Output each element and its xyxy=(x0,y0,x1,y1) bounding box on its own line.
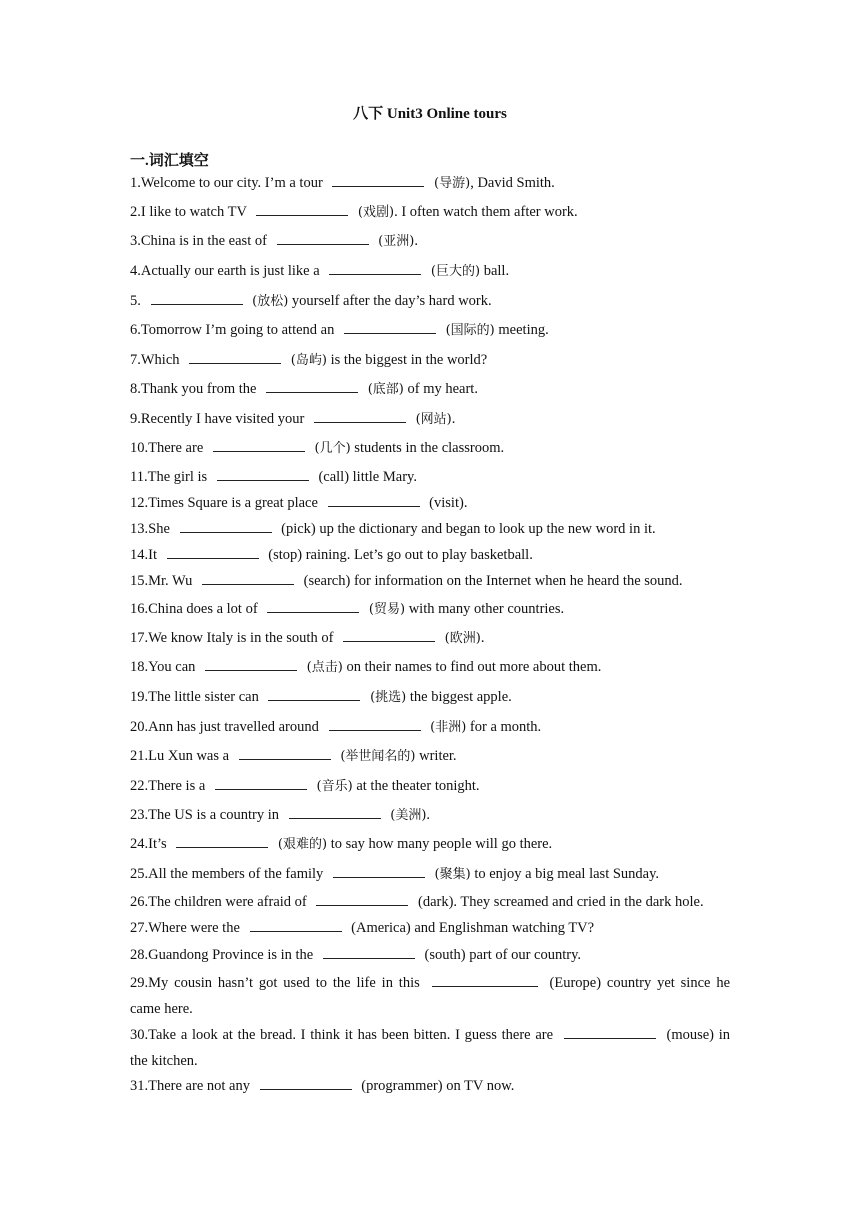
hint-text: (导游) xyxy=(434,176,471,191)
question-continuation: . xyxy=(451,411,456,427)
question-item xyxy=(130,944,730,966)
hint-text: (底部) xyxy=(367,382,404,397)
question-item xyxy=(130,686,730,709)
answer-blank[interactable] xyxy=(277,232,369,245)
question-continuation: in the kitchen. xyxy=(130,1027,731,1069)
question-item xyxy=(130,917,730,939)
answer-blank[interactable] xyxy=(267,600,359,613)
question-continuation: yourself after the day’s hard work. xyxy=(288,293,492,309)
answer-blank[interactable] xyxy=(266,380,358,393)
answer-blank[interactable] xyxy=(564,1026,656,1039)
hint-text: (亚洲) xyxy=(378,234,415,249)
answer-blank[interactable] xyxy=(239,747,331,760)
answer-blank[interactable] xyxy=(189,351,281,364)
hint-text: (聚集) xyxy=(434,867,471,882)
question-item xyxy=(130,230,730,253)
question-item xyxy=(130,891,730,913)
question-item xyxy=(130,492,730,514)
hint-text: (pick) xyxy=(281,521,316,537)
question-text: 16.China does a lot of xyxy=(130,601,258,617)
section-heading: 一.词汇填空 xyxy=(130,153,209,169)
question-item xyxy=(130,201,730,224)
answer-blank[interactable] xyxy=(256,203,348,216)
question-item xyxy=(130,863,730,886)
question-text: 5. xyxy=(130,293,141,309)
question-continuation: part of our country. xyxy=(465,947,582,963)
answer-blank[interactable] xyxy=(316,893,408,906)
question-text: 8.Thank you from the xyxy=(130,381,257,397)
hint-text: (国际的) xyxy=(445,323,495,338)
hint-text: (放松) xyxy=(252,294,289,309)
answer-blank[interactable] xyxy=(215,777,307,790)
question-item xyxy=(130,408,730,431)
question-continuation: for a month. xyxy=(466,719,542,735)
hint-text: (点击) xyxy=(306,660,343,675)
question-text: 4.Actually our earth is just like a xyxy=(130,263,320,279)
question-continuation: to say how many people will go there. xyxy=(327,836,553,852)
question-text: 14.It xyxy=(130,547,157,563)
hint-text: (几个) xyxy=(314,441,351,456)
question-item xyxy=(130,437,730,460)
question-text: 20.Ann has just travelled around xyxy=(130,719,319,735)
hint-text: (音乐) xyxy=(316,779,353,794)
question-text: 27.Where were the xyxy=(130,920,240,936)
answer-blank[interactable] xyxy=(432,974,538,987)
answer-blank[interactable] xyxy=(323,946,415,959)
hint-text: (戏剧) xyxy=(357,205,395,220)
answer-blank[interactable] xyxy=(329,718,421,731)
hint-text: (挑选) xyxy=(370,690,407,705)
hint-text: (dark) xyxy=(417,894,454,910)
question-item xyxy=(130,570,730,592)
question-continuation: with many other countries. xyxy=(405,601,565,617)
answer-blank[interactable] xyxy=(268,688,360,701)
question-text: 7.Which xyxy=(130,352,180,368)
question-item xyxy=(130,544,730,566)
question-text: 9.Recently I have visited your xyxy=(130,411,305,427)
question-text: 30.Take a look at the bread. I think it has been bitten. I guess there are xyxy=(130,1027,554,1043)
question-continuation: students in the classroom. xyxy=(350,440,505,456)
question-item xyxy=(130,319,730,342)
answer-blank[interactable] xyxy=(217,468,309,481)
hint-text: (search) xyxy=(303,573,351,589)
question-continuation: on their names to find out more about them. xyxy=(342,659,602,675)
question-continuation: of my heart. xyxy=(403,381,478,397)
question-text: 31.There are not any xyxy=(130,1078,250,1094)
question-text: 11.The girl is xyxy=(130,469,208,485)
hint-text: (stop) xyxy=(268,547,303,563)
question-text: 18.You can xyxy=(130,659,196,675)
hint-text: (America) xyxy=(351,920,411,936)
question-item xyxy=(130,466,730,488)
question-continuation: ball. xyxy=(480,263,510,279)
question-continuation: little Mary. xyxy=(349,469,417,485)
question-text: 22.There is a xyxy=(130,778,206,794)
question-item xyxy=(130,290,730,313)
question-continuation: to enjoy a big meal last Sunday. xyxy=(470,866,660,882)
question-continuation: . xyxy=(480,630,485,646)
hint-text: (call) xyxy=(318,469,350,485)
question-text: 29.My cousin hasn’t got used to the life in this xyxy=(130,975,420,991)
answer-blank[interactable] xyxy=(205,658,297,671)
question-item xyxy=(130,745,730,768)
question-continuation: for information on the Internet when he heard the sound. xyxy=(350,573,683,589)
hint-text: (Europe) xyxy=(549,975,602,991)
hint-text: (巨大的) xyxy=(430,264,481,279)
question-item xyxy=(130,833,730,856)
hint-text: (举世闻名的) xyxy=(340,749,416,764)
question-text: 23.The US is a country in xyxy=(130,807,280,823)
answer-blank[interactable] xyxy=(344,321,436,334)
hint-text: (mouse) xyxy=(666,1027,714,1043)
question-item xyxy=(130,598,730,621)
question-item xyxy=(130,260,730,283)
answer-blank[interactable] xyxy=(329,262,421,275)
answer-blank[interactable] xyxy=(343,629,435,642)
answer-blank[interactable] xyxy=(151,292,243,305)
answer-blank[interactable] xyxy=(250,919,342,932)
question-item xyxy=(130,970,730,1022)
hint-text: (网站) xyxy=(415,412,452,427)
hint-text: (programmer) xyxy=(361,1078,443,1094)
answer-blank[interactable] xyxy=(180,520,272,533)
hint-text: (岛屿) xyxy=(290,353,327,368)
answer-blank[interactable] xyxy=(213,439,305,452)
hint-text: (艰难的) xyxy=(277,837,328,852)
hint-text: (贸易) xyxy=(368,602,406,617)
question-item xyxy=(130,518,730,540)
question-item xyxy=(130,716,730,739)
question-continuation: raining. Let’s go out to play basketball. xyxy=(302,547,533,563)
answer-blank[interactable] xyxy=(176,835,268,848)
question-text: 1.Welcome to our city. I’m a tour xyxy=(130,175,323,191)
question-text: 19.The little sister can xyxy=(130,689,259,705)
question-text: 21.Lu Xun was a xyxy=(130,748,230,764)
question-text: 3.China is in the east of xyxy=(130,233,267,249)
hint-text: (欧洲) xyxy=(444,631,481,646)
question-continuation: meeting. xyxy=(494,322,549,338)
question-continuation: at the theater tonight. xyxy=(352,778,480,794)
question-continuation: . xyxy=(414,233,418,249)
question-text: 28.Guandong Province is in the xyxy=(130,947,314,963)
question-item xyxy=(130,775,730,798)
page-title: 八下 Unit3 Online tours xyxy=(353,106,507,122)
answer-blank[interactable] xyxy=(328,494,420,507)
question-continuation: the biggest apple. xyxy=(406,689,512,705)
question-text: 26.The children were afraid of xyxy=(130,894,307,910)
answer-blank[interactable] xyxy=(333,865,425,878)
question-item xyxy=(130,378,730,401)
question-text: 6.Tomorrow I’m going to attend an xyxy=(130,322,335,338)
question-text: 13.She xyxy=(130,521,170,537)
question-text: 15.Mr. Wu xyxy=(130,573,193,589)
question-item xyxy=(130,1022,730,1074)
question-text: 17.We know Italy is in the south of xyxy=(130,630,334,646)
question-item xyxy=(130,1075,730,1097)
question-continuation: and Englishman watching TV? xyxy=(410,920,595,936)
question-continuation: writer. xyxy=(415,748,457,764)
answer-blank[interactable] xyxy=(167,546,259,559)
question-text: 10.There are xyxy=(130,440,204,456)
question-continuation: up the dictionary and began to look up the new word in it. xyxy=(315,521,656,537)
question-continuation: . They screamed and cried in the dark hole. xyxy=(453,894,704,910)
question-text: 2.I like to watch TV xyxy=(130,204,247,220)
question-continuation: on TV now. xyxy=(442,1078,515,1094)
question-item xyxy=(130,172,730,195)
question-item xyxy=(130,804,730,827)
question-text: 25.All the members of the family xyxy=(130,866,324,882)
answer-blank[interactable] xyxy=(289,806,381,819)
question-continuation: . xyxy=(426,807,431,823)
answer-blank[interactable] xyxy=(332,174,424,187)
question-text: 12.Times Square is a great place xyxy=(130,495,318,511)
question-continuation: is the biggest in the world? xyxy=(326,352,488,368)
question-continuation: country yet since he came here. xyxy=(130,975,731,1017)
question-continuation: , David Smith. xyxy=(470,175,555,191)
answer-blank[interactable] xyxy=(202,572,294,585)
hint-text: (美洲) xyxy=(390,808,427,823)
question-continuation: . I often watch them after work. xyxy=(394,204,578,220)
hint-text: (非洲) xyxy=(430,720,467,735)
question-text: 24.It’s xyxy=(130,836,167,852)
question-item xyxy=(130,349,730,372)
question-item xyxy=(130,656,730,679)
hint-text: (visit) xyxy=(429,495,464,511)
hint-text: (south) xyxy=(424,947,466,963)
question-continuation: . xyxy=(463,495,468,511)
answer-blank[interactable] xyxy=(314,410,406,423)
question-item xyxy=(130,627,730,650)
answer-blank[interactable] xyxy=(260,1077,352,1090)
